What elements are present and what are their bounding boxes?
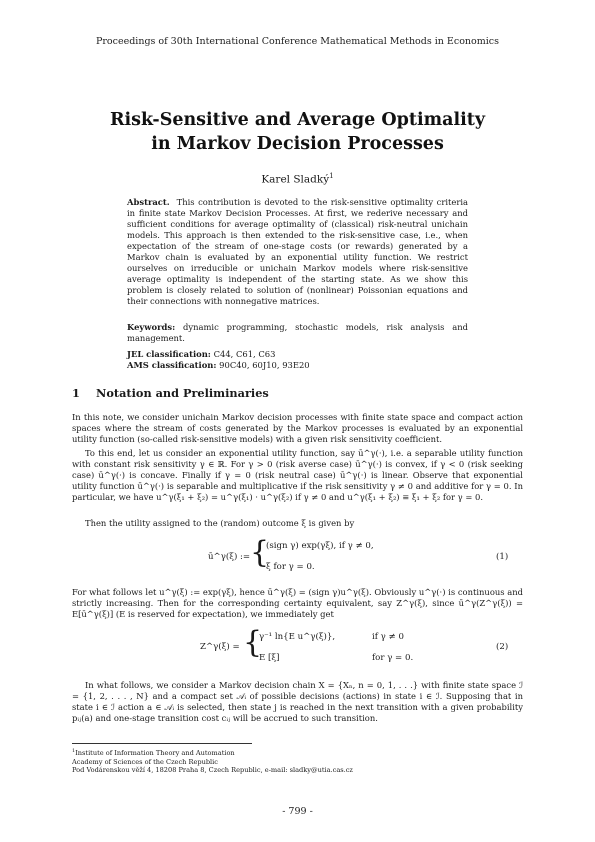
abstract-label: Abstract. <box>127 197 170 207</box>
equation-1-brace: { <box>250 535 270 570</box>
paragraph-4: For what follows let u^γ(ξ) := exp(γξ), hence ū^γ(ξ) = (sign γ)u^γ(ξ). Obviously u^γ(·) is continuous and strictly increasing. Then for the corresponding certainty equivalent, say Z^γ(ξ), since ū^γ(Z^γ(ξ)) = E[ū^γ(ξ)] (E is reserved for expectation), we immediately get <box>72 587 523 620</box>
paragraph-2: To this end, let us consider an exponential utility function, say ū^γ(·), i.e. a separable utility function with constant risk sensitivity γ ∈ ℝ. For γ > 0 (risk averse case) ū^γ(·) is convex, if γ < 0 (risk seeking case) ū^γ(·) is concave. Finally if γ = 0 (risk neutral case) ū^γ(·) is linear. Observe that exponential utility function ū^γ(·) is separable and multiplicative if the risk sensitivity γ ≠ 0 and additive for γ = 0. In particular, we have u^γ(ξ₁ + ξ₂) = u^γ(ξ₁) · u^γ(ξ₂) if γ ≠ 0 and u^γ(ξ₁ + ξ₂) ≡ ξ₁ + ξ₂ for γ = 0. <box>72 448 523 503</box>
paper-title <box>0 108 595 156</box>
ams-label: AMS classification: <box>127 360 217 370</box>
equation-2-case-1-expr: γ⁻¹ ln{E u^γ(ξ)}, <box>259 632 336 642</box>
keywords-label: Keywords: <box>127 322 176 332</box>
jel-classification <box>127 349 468 360</box>
paragraph-1: In this note, we consider unichain Markov decision processes with finite state space and compact action spaces where the stream of costs generated by the Markov processes is evaluated by an exponential utility function (so-called risk-sensitive models) with a given risk sensitivity coefficient. <box>72 412 523 445</box>
equation-1-number: (1) <box>496 552 509 562</box>
ams-text: 90C40, 60J10, 93E20 <box>219 360 310 370</box>
footnote-line-2: Academy of Sciences of the Czech Republic <box>72 757 218 766</box>
equation-2-brace: { <box>243 625 263 660</box>
abstract <box>127 197 468 307</box>
author-name: Karel Sladký <box>261 173 330 186</box>
footnote-line-3: Pod Vodárenskou věží 4, 18208 Praha 8, Czech Republic, e-mail: sladky@utia.cas.cz <box>72 766 353 775</box>
author-footnote-mark: 1 <box>329 172 334 180</box>
equation-2-case-2-expr: E [ξ] <box>259 653 280 663</box>
author <box>0 172 595 186</box>
equation-2-case-1-cond: if γ ≠ 0 <box>372 632 404 642</box>
section-heading <box>72 386 269 400</box>
equation-1-case-2: ξ for γ = 0. <box>266 562 315 572</box>
ams-classification <box>127 360 468 371</box>
keywords-text: dynamic programming, stochastic models, risk analysis and management. <box>127 322 468 344</box>
section-number: 1 <box>72 386 80 400</box>
footnote-line-1 <box>72 747 523 758</box>
keywords <box>127 322 468 344</box>
equation-1-case-1: (sign γ) exp(γξ), if γ ≠ 0, <box>266 541 374 551</box>
title-line-2: in Markov Decision Processes <box>151 134 444 154</box>
abstract-text: This contribution is devoted to the risk-sensitive optimality criteria in finite state Markov Decision Processes. At first, we rederive necessary and sufficient conditions for average optimality of (classical) risk-neutral unichain models. This approach is then extended to the risk-sensitive case, i.e., when expectation of the stream of one-stage costs (or rewards) generated by a Markov chain is evaluated by an exponential utility function. We restrict ourselves on irreducible or unichain Markov models where risk-sensitive average optimality is independent of the starting state. As we show this problem is closely related to solution of (nonlinear) Poissonian equations and their connections with nonnegative matrices. <box>127 197 469 307</box>
equation-1-lhs: ū^γ(ξ) := <box>208 552 251 562</box>
page-number: - 799 - <box>282 806 313 817</box>
equation-2-number: (2) <box>496 642 509 652</box>
equation-2-lhs: Z^γ(ξ) = <box>200 642 240 652</box>
footnote-mark: 1 <box>72 748 76 754</box>
equation-2-case-2-cond: for γ = 0. <box>372 653 414 663</box>
footnote-rule <box>72 743 252 744</box>
footnote <box>72 747 523 775</box>
section-title: Notation and Preliminaries <box>96 386 269 400</box>
paragraph-5: In what follows, we consider a Markov decision chain X = {Xₙ, n = 0, 1, . . .} with finite state space ℐ = {1, 2, . . . , N} and a compact set 𝒜ᵢ of possible decisions (actions) in state i ∈ ℐ. Supposing that in state i ∈ ℐ action a ∈ 𝒜ᵢ is selected, then state j is reached in the next transition with a given probability pᵢⱼ(a) and one-stage transition cost cᵢⱼ will be accrued to such transition. <box>72 680 523 724</box>
paragraph-3: Then the utility assigned to the (random) outcome ξ is given by <box>85 518 355 528</box>
title-line-1: Risk-Sensitive and Average Optimality <box>109 110 486 130</box>
jel-label: JEL classification: <box>127 349 211 359</box>
jel-text: C44, C61, C63 <box>213 349 276 359</box>
running-head: Proceedings of 30th International Conference Mathematical Methods in Economics <box>95 36 499 47</box>
footnote-affiliation: Institute of Information Theory and Automation <box>75 749 235 758</box>
